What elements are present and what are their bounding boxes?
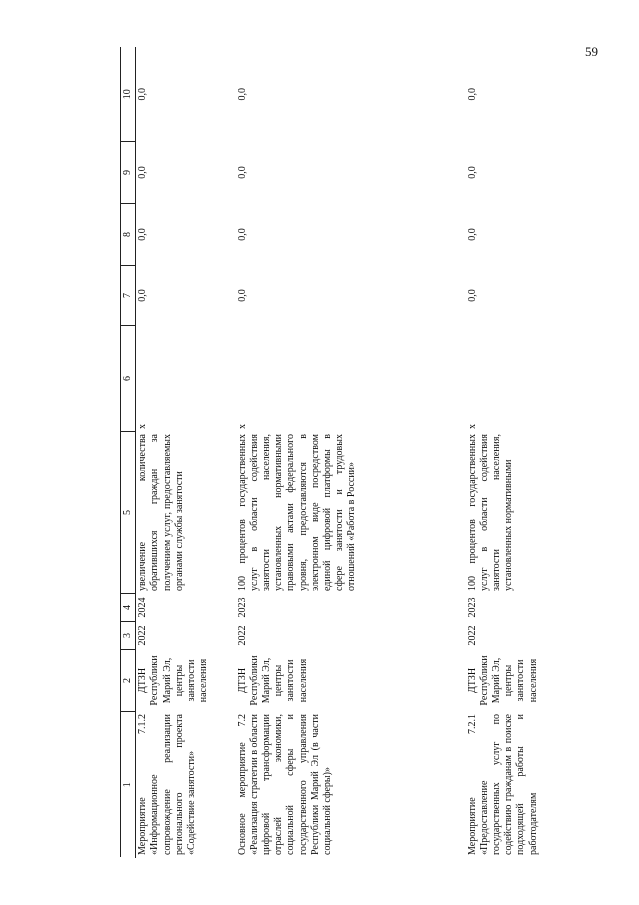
page-number: 59 [585,44,598,59]
column-header-6: 6 [121,326,136,432]
expected-result-cell: 100 процентов государственных услуг в области содействия занятости населения, установленных нормативными [466,434,515,591]
program-table [120,48,566,859]
table-row [236,48,466,858]
value-cell-10: 0,0 [236,88,248,101]
value-cell-9: 0,0 [137,166,149,179]
column-header-3: 3 [121,622,136,650]
end-year-cell: 2023 [466,597,478,618]
value-cell-7: 0,0 [137,289,149,302]
value-cell-10: 0,0 [137,88,149,101]
table-row [466,48,566,858]
expected-result-cell: 100 процентов государственных услуг в области содействия занятости населения, установленных нормативными правовыми актами федерального уровня, предоставляются в электронном виде посредством единой цифровой платформы в сфере занятости и трудовых отношений «Работа в России» [236,434,358,591]
event-name-cell: Основное мероприятие 7.2 «Реализация стратегии в области цифровой трансформации отраслей экономики, социальной сферы и государственного управления Республики Марий Эл (в части социальной сферы)» [236,714,333,855]
column-header-4: 4 [121,594,136,622]
column-header-7: 7 [121,266,136,326]
indicator-cell: x [466,424,478,429]
indicator-cell: x [236,424,248,429]
start-year-cell: 2022 [137,625,149,646]
rotated-table-container [120,48,550,858]
column-header-10: 10 [121,48,136,142]
column-header-1: 1 [121,712,136,858]
executor-cell: ДТЗН Республики Марий Эл, центры занятости населения [137,655,210,706]
value-cell-9: 0,0 [236,166,248,179]
value-cell-7: 0,0 [236,289,248,302]
start-year-cell: 2022 [236,625,248,646]
start-year-cell: 2022 [466,625,478,646]
column-header-9: 9 [121,142,136,204]
expected-result-cell: увеличение количества обратившихся граждан за получением услуг, предоставляемых органами службы занятости [137,434,185,591]
end-year-cell: 2023 [236,597,248,618]
value-cell-7: 0,0 [466,289,478,302]
executor-cell: ДТЗН Республики Марий Эл, центры занятости населения [466,655,539,706]
value-cell-8: 0,0 [137,228,149,241]
column-header-2: 2 [121,650,136,712]
header-row [121,48,136,858]
value-cell-8: 0,0 [236,228,248,241]
event-name-cell: Мероприятие 7.2.1 «Предоставление государственных услуг по содействию гражданам в поиске подходящей работы и работодателям [466,714,539,855]
end-year-cell: 2024 [137,597,149,618]
value-cell-10: 0,0 [466,88,478,101]
value-cell-8: 0,0 [466,228,478,241]
indicator-cell: x [137,424,149,429]
table-row [136,48,236,858]
column-header-5: 5 [121,432,136,594]
column-header-8: 8 [121,204,136,266]
event-name-cell: Мероприятие 7.1.2 «Информационное сопровождение реализации регионального проекта «Содействие занятости» [137,714,197,855]
executor-cell: ДТЗН Республики Марий Эл, центры занятости населения [236,655,309,706]
value-cell-9: 0,0 [466,166,478,179]
